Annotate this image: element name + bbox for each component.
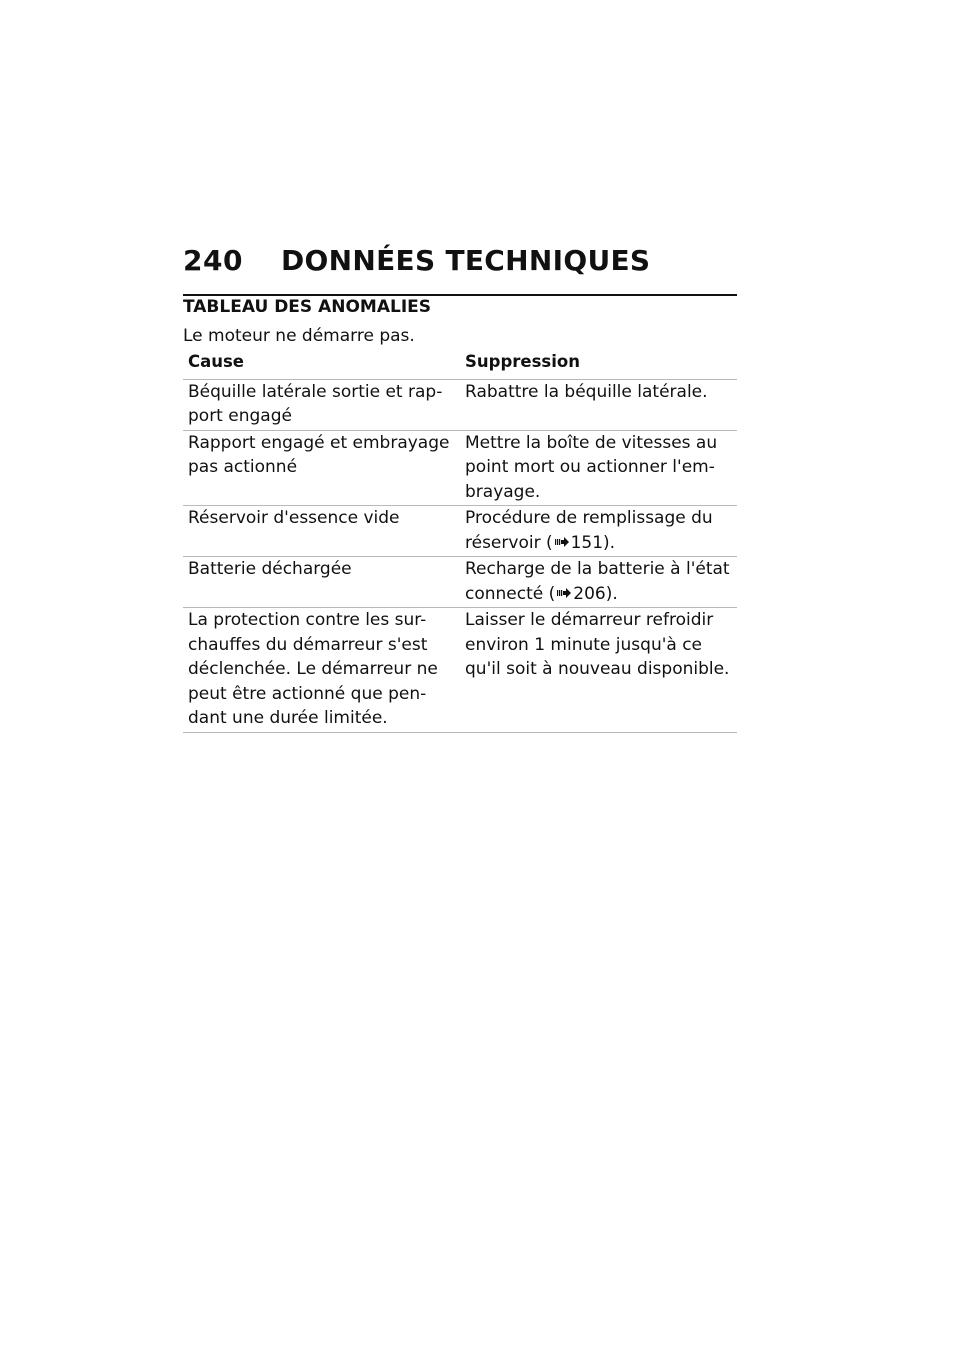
cause-cell: Réservoir d'essence vide	[188, 508, 400, 528]
table-row	[183, 608, 737, 733]
page-header	[183, 244, 737, 277]
suppression-text: Procédure de remplissage du réservoir (	[465, 508, 713, 553]
page-reference[interactable]: 151).	[570, 532, 616, 553]
cause-cell: Béquille latérale sortie et rap- port engagé	[188, 381, 443, 426]
suppression-cell: Laisser le démarreur refroidir environ 1 minute jusqu'à ce qu'il soit à nouveau disponible.	[465, 610, 730, 679]
table-row	[183, 380, 737, 431]
page-reference[interactable]: 206).	[573, 583, 618, 604]
section-divider	[183, 294, 737, 296]
suppression-text: Recharge de la batterie à l'état connecté (	[465, 559, 730, 604]
suppression-cell: Rabattre la béquille latérale.	[465, 381, 708, 402]
suppression-cell: Mettre la boîte de vitesses au point mort ou actionner l'em- brayage.	[465, 432, 718, 502]
column-header-suppression: Suppression	[465, 352, 580, 371]
cause-cell: La protection contre les sur- chauffes du démarreur s'est déclenchée. Le démarreur ne peut être actionné que pen- dant une durée limitée.	[188, 610, 438, 728]
suppression-cell	[461, 557, 737, 606]
table-row	[183, 557, 737, 608]
suppression-cell	[461, 506, 737, 555]
page-reference-arrow-icon	[557, 588, 571, 598]
table-row	[183, 431, 737, 507]
page-reference-arrow-icon	[555, 537, 569, 547]
troubleshooting-table	[183, 350, 737, 733]
page-number: 240	[183, 244, 243, 277]
table-row	[183, 506, 737, 557]
chapter-title: DONNÉES TECHNIQUES	[281, 244, 651, 277]
cause-cell: Rapport engagé et embrayage pas actionné	[188, 432, 450, 477]
section-title: TABLEAU DES ANOMALIES	[183, 297, 432, 317]
table-header	[183, 350, 737, 380]
section-intro: Le moteur ne démarre pas.	[183, 326, 415, 346]
column-header-cause: Cause	[188, 352, 245, 371]
cause-cell: Batterie déchargée	[188, 559, 352, 579]
